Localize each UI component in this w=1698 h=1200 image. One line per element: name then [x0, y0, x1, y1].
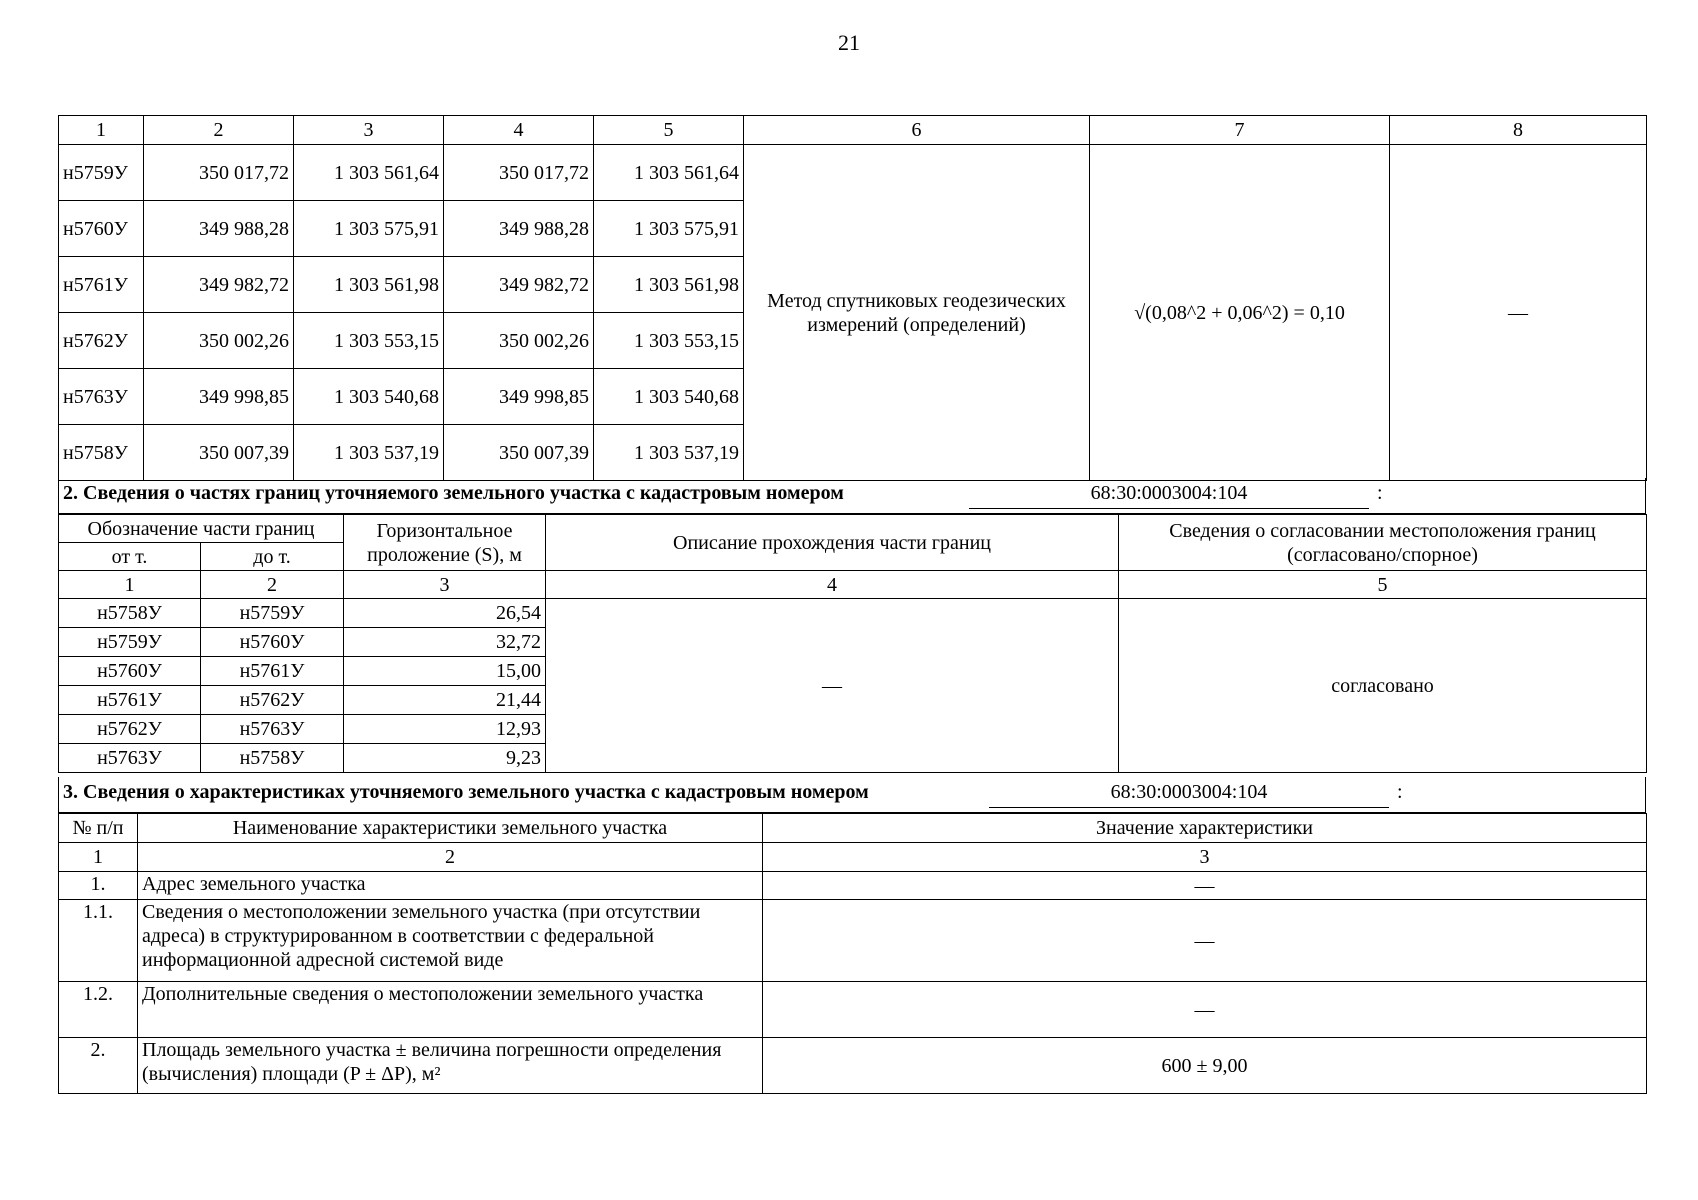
section2-title-bar — [58, 478, 1646, 514]
coord-y: 1 303 561,64 — [294, 145, 444, 201]
characteristic-value: 600 ± 9,00 — [763, 1038, 1647, 1094]
boundary-parts-table — [58, 514, 1647, 773]
table-header-row — [59, 843, 1647, 872]
horizontal-header: Горизонтальное проложение (S), м — [344, 515, 546, 571]
coord-x: 349 998,85 — [144, 369, 294, 425]
column-number: 1 — [59, 116, 144, 145]
horizontal-distance: 32,72 — [344, 628, 546, 657]
coord-y: 1 303 540,68 — [594, 369, 744, 425]
name-header: Наименование характеристики земельного участка — [138, 814, 763, 843]
from-header: от т. — [59, 543, 201, 571]
coord-x: 350 002,26 — [144, 313, 294, 369]
characteristics-table — [58, 813, 1647, 1094]
accuracy-cell: √(0,08^2 + 0,06^2) = 0,10 — [1090, 145, 1390, 481]
coord-y: 1 303 553,15 — [594, 313, 744, 369]
description-value: — — [546, 599, 1119, 773]
from-point: н5760У — [59, 657, 201, 686]
coord-y: 1 303 575,91 — [594, 201, 744, 257]
horizontal-distance: 12,93 — [344, 715, 546, 744]
coord-x: 349 998,85 — [444, 369, 594, 425]
to-point: н5758У — [201, 744, 344, 773]
to-point: н5759У — [201, 599, 344, 628]
coord-x: 349 982,72 — [444, 257, 594, 313]
coord-y: 1 303 561,98 — [594, 257, 744, 313]
point-name: н5761У — [59, 257, 144, 313]
section3-title-bar — [58, 777, 1646, 813]
table-header-row — [59, 571, 1647, 599]
characteristic-name: Площадь земельного участка ± величина погрешности определения (вычисления) площади (P ± ΔP), м² — [138, 1038, 763, 1094]
page-number: 21 — [838, 30, 860, 55]
method-cell: Метод спутниковых геодезических измерений (определений) — [744, 145, 1090, 481]
coord-y: 1 303 537,19 — [594, 425, 744, 481]
row-number: 2. — [59, 1038, 138, 1094]
horizontal-distance: 9,23 — [344, 744, 546, 773]
point-name: н5759У — [59, 145, 144, 201]
section3-title: 3. Сведения о характеристиках уточняемого земельного участка с кадастровым номером — [63, 781, 869, 803]
characteristic-name: Дополнительные сведения о местоположении земельного участка — [138, 982, 763, 1038]
column-number: 6 — [744, 116, 1090, 145]
section3-cadastral-number: 68:30:0003004:104 — [989, 781, 1389, 808]
table-header-row — [59, 116, 1647, 145]
characteristic-value: — — [763, 872, 1647, 900]
coord-x: 349 988,28 — [444, 201, 594, 257]
column-number: 4 — [546, 571, 1119, 599]
column-number: 7 — [1090, 116, 1390, 145]
column-number: 2 — [201, 571, 344, 599]
from-point: н5759У — [59, 628, 201, 657]
coord-x: 350 017,72 — [444, 145, 594, 201]
agreement-value: согласовано — [1119, 599, 1647, 773]
coord-y: 1 303 561,98 — [294, 257, 444, 313]
table-row — [59, 982, 1647, 1038]
column-number: 3 — [763, 843, 1647, 872]
table-row — [59, 599, 1647, 628]
section3-colon: : — [1397, 781, 1403, 803]
coord-x: 350 002,26 — [444, 313, 594, 369]
point-name: н5760У — [59, 201, 144, 257]
coord-x: 350 017,72 — [144, 145, 294, 201]
row-number: 1. — [59, 872, 138, 900]
characteristic-value: — — [763, 982, 1647, 1038]
description-header: Описание прохождения части границ — [546, 515, 1119, 571]
to-point: н5760У — [201, 628, 344, 657]
point-name: н5763У — [59, 369, 144, 425]
coord-y: 1 303 553,15 — [294, 313, 444, 369]
coord-y: 1 303 540,68 — [294, 369, 444, 425]
horizontal-distance: 26,54 — [344, 599, 546, 628]
num-header: № п/п — [59, 814, 138, 843]
column-number: 4 — [444, 116, 594, 145]
column-number: 5 — [1119, 571, 1647, 599]
from-point: н5761У — [59, 686, 201, 715]
horizontal-distance: 21,44 — [344, 686, 546, 715]
agreement-header: Сведения о согласовании местоположения границ (согласовано/спорное) — [1119, 515, 1647, 571]
coord-y: 1 303 537,19 — [294, 425, 444, 481]
table-header-row — [59, 814, 1647, 843]
to-point: н5762У — [201, 686, 344, 715]
characteristic-name: Сведения о местоположении земельного участка (при отсутствии адреса) в структурированном в соответствии с федеральной информационной адресной системой виде — [138, 900, 763, 982]
coord-y: 1 303 561,64 — [594, 145, 744, 201]
col8-cell: — — [1390, 145, 1647, 481]
part-designation-header: Обозначение части границ — [59, 515, 344, 543]
section2-title: 2. Сведения о частях границ уточняемого земельного участка с кадастровым номером — [63, 482, 844, 504]
table-row — [59, 1038, 1647, 1094]
point-name: н5762У — [59, 313, 144, 369]
column-number: 1 — [59, 571, 201, 599]
to-point: н5763У — [201, 715, 344, 744]
from-point: н5762У — [59, 715, 201, 744]
from-point: н5758У — [59, 599, 201, 628]
coord-x: 350 007,39 — [144, 425, 294, 481]
table-header-row — [59, 515, 1647, 543]
to-point: н5761У — [201, 657, 344, 686]
horizontal-distance: 15,00 — [344, 657, 546, 686]
coord-x: 350 007,39 — [444, 425, 594, 481]
characteristic-value: — — [763, 900, 1647, 982]
point-name: н5758У — [59, 425, 144, 481]
table-row — [59, 145, 1647, 201]
coord-y: 1 303 575,91 — [294, 201, 444, 257]
table-row — [59, 872, 1647, 900]
coordinates-table — [58, 115, 1647, 481]
value-header: Значение характеристики — [763, 814, 1647, 843]
row-number: 1.1. — [59, 900, 138, 982]
coord-x: 349 982,72 — [144, 257, 294, 313]
from-point: н5763У — [59, 744, 201, 773]
column-number: 2 — [144, 116, 294, 145]
table-row — [59, 900, 1647, 982]
column-number: 1 — [59, 843, 138, 872]
column-number: 3 — [294, 116, 444, 145]
section2-cadastral-number: 68:30:0003004:104 — [969, 482, 1369, 509]
row-number: 1.2. — [59, 982, 138, 1038]
section2-colon: : — [1377, 482, 1383, 504]
coord-x: 349 988,28 — [144, 201, 294, 257]
column-number: 5 — [594, 116, 744, 145]
to-header: до т. — [201, 543, 344, 571]
column-number: 3 — [344, 571, 546, 599]
column-number: 2 — [138, 843, 763, 872]
column-number: 8 — [1390, 116, 1647, 145]
characteristic-name: Адрес земельного участка — [138, 872, 763, 900]
